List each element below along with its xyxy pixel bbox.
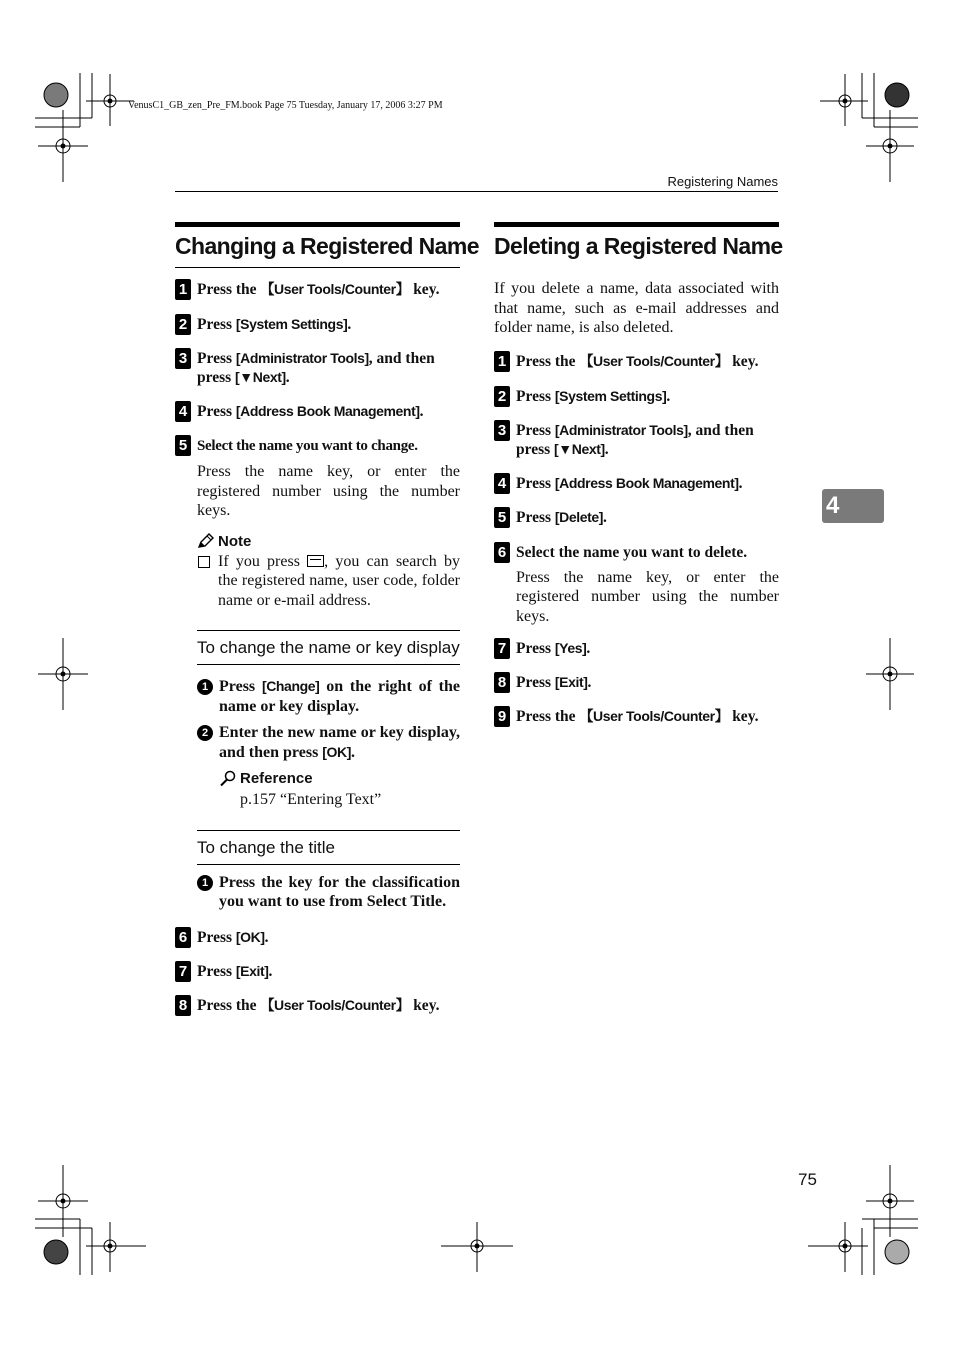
key-label: [Administrator Tools] xyxy=(235,350,369,366)
substep-text: on the right of the name or key display. xyxy=(219,678,461,715)
key-label: 【User Tools/Counter】 xyxy=(579,708,729,724)
step-number: 4 xyxy=(494,473,510,494)
step-1 xyxy=(175,280,460,299)
step-number: 4 xyxy=(175,401,191,422)
step-number: 9 xyxy=(494,706,510,727)
key-label: [▼Next] xyxy=(235,369,286,385)
subsection-title: To change the name or key display xyxy=(197,630,460,665)
step-text: Select the name you want to change. xyxy=(197,438,418,454)
step-text: Press xyxy=(197,962,236,980)
step-2 xyxy=(494,387,779,406)
step-text: . xyxy=(586,640,591,657)
step-text: . xyxy=(285,369,290,386)
step-5 xyxy=(494,508,779,527)
reference-text: p.157 “Entering Text” xyxy=(240,791,382,808)
subsection-name-key xyxy=(175,630,460,810)
note-label: Note xyxy=(218,532,252,550)
step-text: key. xyxy=(728,352,759,370)
key-label: [System Settings] xyxy=(554,387,667,404)
step-number: 1 xyxy=(494,351,510,372)
step-number: 8 xyxy=(175,995,191,1016)
step-6 xyxy=(494,543,779,627)
step-number: 3 xyxy=(494,420,510,441)
step-text: Press xyxy=(197,316,236,333)
key-label: [Yes] xyxy=(554,640,587,656)
step-6 xyxy=(175,928,460,947)
step-4 xyxy=(494,474,779,493)
subsection-title: To change the title xyxy=(197,830,460,865)
step-7 xyxy=(494,639,779,658)
substep-number: 1 xyxy=(197,679,213,695)
step-number: 1 xyxy=(175,279,191,300)
section-title-delete: Deleting a Registered Name xyxy=(494,222,779,267)
step-text: . xyxy=(738,474,743,492)
key-label: [OK] xyxy=(322,743,352,760)
substep-text: Enter the new name or key display, and then press xyxy=(219,724,460,761)
step-text: . xyxy=(604,440,609,458)
step-text: Press xyxy=(516,508,555,526)
key-label: [Exit] xyxy=(554,674,588,690)
checkbox-bullet-icon xyxy=(198,556,210,568)
search-key-icon xyxy=(307,555,324,567)
reference-label: Reference xyxy=(240,770,313,787)
key-label: [Exit] xyxy=(235,962,269,979)
step-body: Press the name key, or enter the registered number using the number keys. xyxy=(516,568,779,625)
step-9 xyxy=(494,707,779,726)
key-label: [System Settings] xyxy=(235,316,348,332)
step-text: . xyxy=(587,674,592,691)
note-item xyxy=(197,552,460,611)
step-number: 7 xyxy=(494,638,510,659)
chapter-tab: 4 xyxy=(822,489,884,523)
subsection-title-change xyxy=(175,830,460,912)
step-text: . xyxy=(347,316,352,333)
step-text: , and then press xyxy=(197,350,435,386)
note-heading xyxy=(197,533,460,550)
substep-number: 2 xyxy=(197,725,213,741)
step-1 xyxy=(494,352,779,371)
step-text: Press xyxy=(197,928,236,946)
step-text: key. xyxy=(728,708,759,725)
substep-1 xyxy=(197,873,460,912)
step-text: Press xyxy=(516,474,555,492)
note-text: , you can search by the registered name, user code, folder name or e-mail address. xyxy=(218,552,460,609)
step-text: Press the xyxy=(516,708,580,725)
step-text: Press the xyxy=(197,996,261,1014)
header-rule xyxy=(175,191,778,192)
key-label: [▼Next] xyxy=(554,440,605,457)
step-text: Press xyxy=(197,350,236,367)
step-number: 7 xyxy=(175,961,191,982)
left-column xyxy=(175,222,479,1015)
reference-block xyxy=(197,770,460,810)
key-label: 【User Tools/Counter】 xyxy=(260,281,410,297)
substep-text: Press xyxy=(219,678,262,695)
step-number: 3 xyxy=(175,348,191,369)
step-8 xyxy=(175,996,460,1015)
note-text: If you press xyxy=(218,552,308,570)
step-8 xyxy=(494,673,779,692)
step-text: Press the xyxy=(197,281,261,298)
substep-text: . xyxy=(351,743,356,761)
reference-heading xyxy=(219,770,460,787)
step-text: Press the xyxy=(516,352,580,370)
step-7 xyxy=(175,962,460,981)
file-meta-line: VenusC1_GB_zen_Pre_FM.book Page 75 Tuesday, January 17, 2006 3:27 PM xyxy=(128,100,443,111)
step-number: 2 xyxy=(175,314,191,335)
step-text: Press xyxy=(516,640,555,657)
key-label: [Delete] xyxy=(554,508,604,525)
section-title-change: Changing a Registered Name xyxy=(175,222,460,268)
step-3 xyxy=(494,421,779,459)
step-text: Press xyxy=(197,403,236,420)
key-label: 【User Tools/Counter】 xyxy=(260,996,410,1013)
step-2 xyxy=(175,315,460,334)
right-column xyxy=(494,222,783,726)
step-text: , and then press xyxy=(516,421,754,458)
step-number: 8 xyxy=(494,672,510,693)
step-number: 2 xyxy=(494,386,510,407)
step-number: 5 xyxy=(175,435,191,456)
step-text: Press xyxy=(516,421,555,439)
pencil-icon xyxy=(197,533,214,549)
step-text: . xyxy=(603,508,607,526)
step-text: . xyxy=(268,962,273,980)
page-number: 75 xyxy=(798,1170,817,1189)
magnifier-icon xyxy=(219,770,237,787)
step-text: . xyxy=(419,403,424,420)
step-4 xyxy=(175,402,460,421)
key-label: [Address Book Management] xyxy=(235,403,420,419)
step-text: Press xyxy=(516,674,555,691)
step-number: 5 xyxy=(494,507,510,528)
step-3 xyxy=(175,349,460,387)
step-number: 6 xyxy=(494,542,510,563)
running-header: Registering Names xyxy=(667,174,778,189)
step-body: Press the name key, or enter the registered number using the number keys. xyxy=(197,463,460,519)
substep-text: Press the key for the classification you want to use from Select Title. xyxy=(219,873,460,910)
step-text: Select the name you want to delete. xyxy=(516,543,748,561)
step-text: key. xyxy=(409,281,440,298)
step-5 xyxy=(175,436,460,521)
step-number: 6 xyxy=(175,927,191,948)
step-text: Press xyxy=(516,387,555,405)
key-label: [Administrator Tools] xyxy=(554,421,688,438)
substep-1 xyxy=(197,677,460,716)
key-label: [Change] xyxy=(261,678,320,694)
key-label: [OK] xyxy=(235,928,265,945)
substep-2 xyxy=(197,723,460,762)
key-label: [Address Book Management] xyxy=(554,474,739,491)
step-text: . xyxy=(264,928,269,946)
key-label: 【User Tools/Counter】 xyxy=(579,352,729,369)
step-text: . xyxy=(666,387,671,405)
step-text: key. xyxy=(409,996,440,1014)
intro-paragraph: If you delete a name, data associated with that name, such as e-mail addresses and folder name, is also deleted. xyxy=(494,280,779,336)
substep-number: 1 xyxy=(197,875,213,891)
note-block xyxy=(175,533,460,611)
